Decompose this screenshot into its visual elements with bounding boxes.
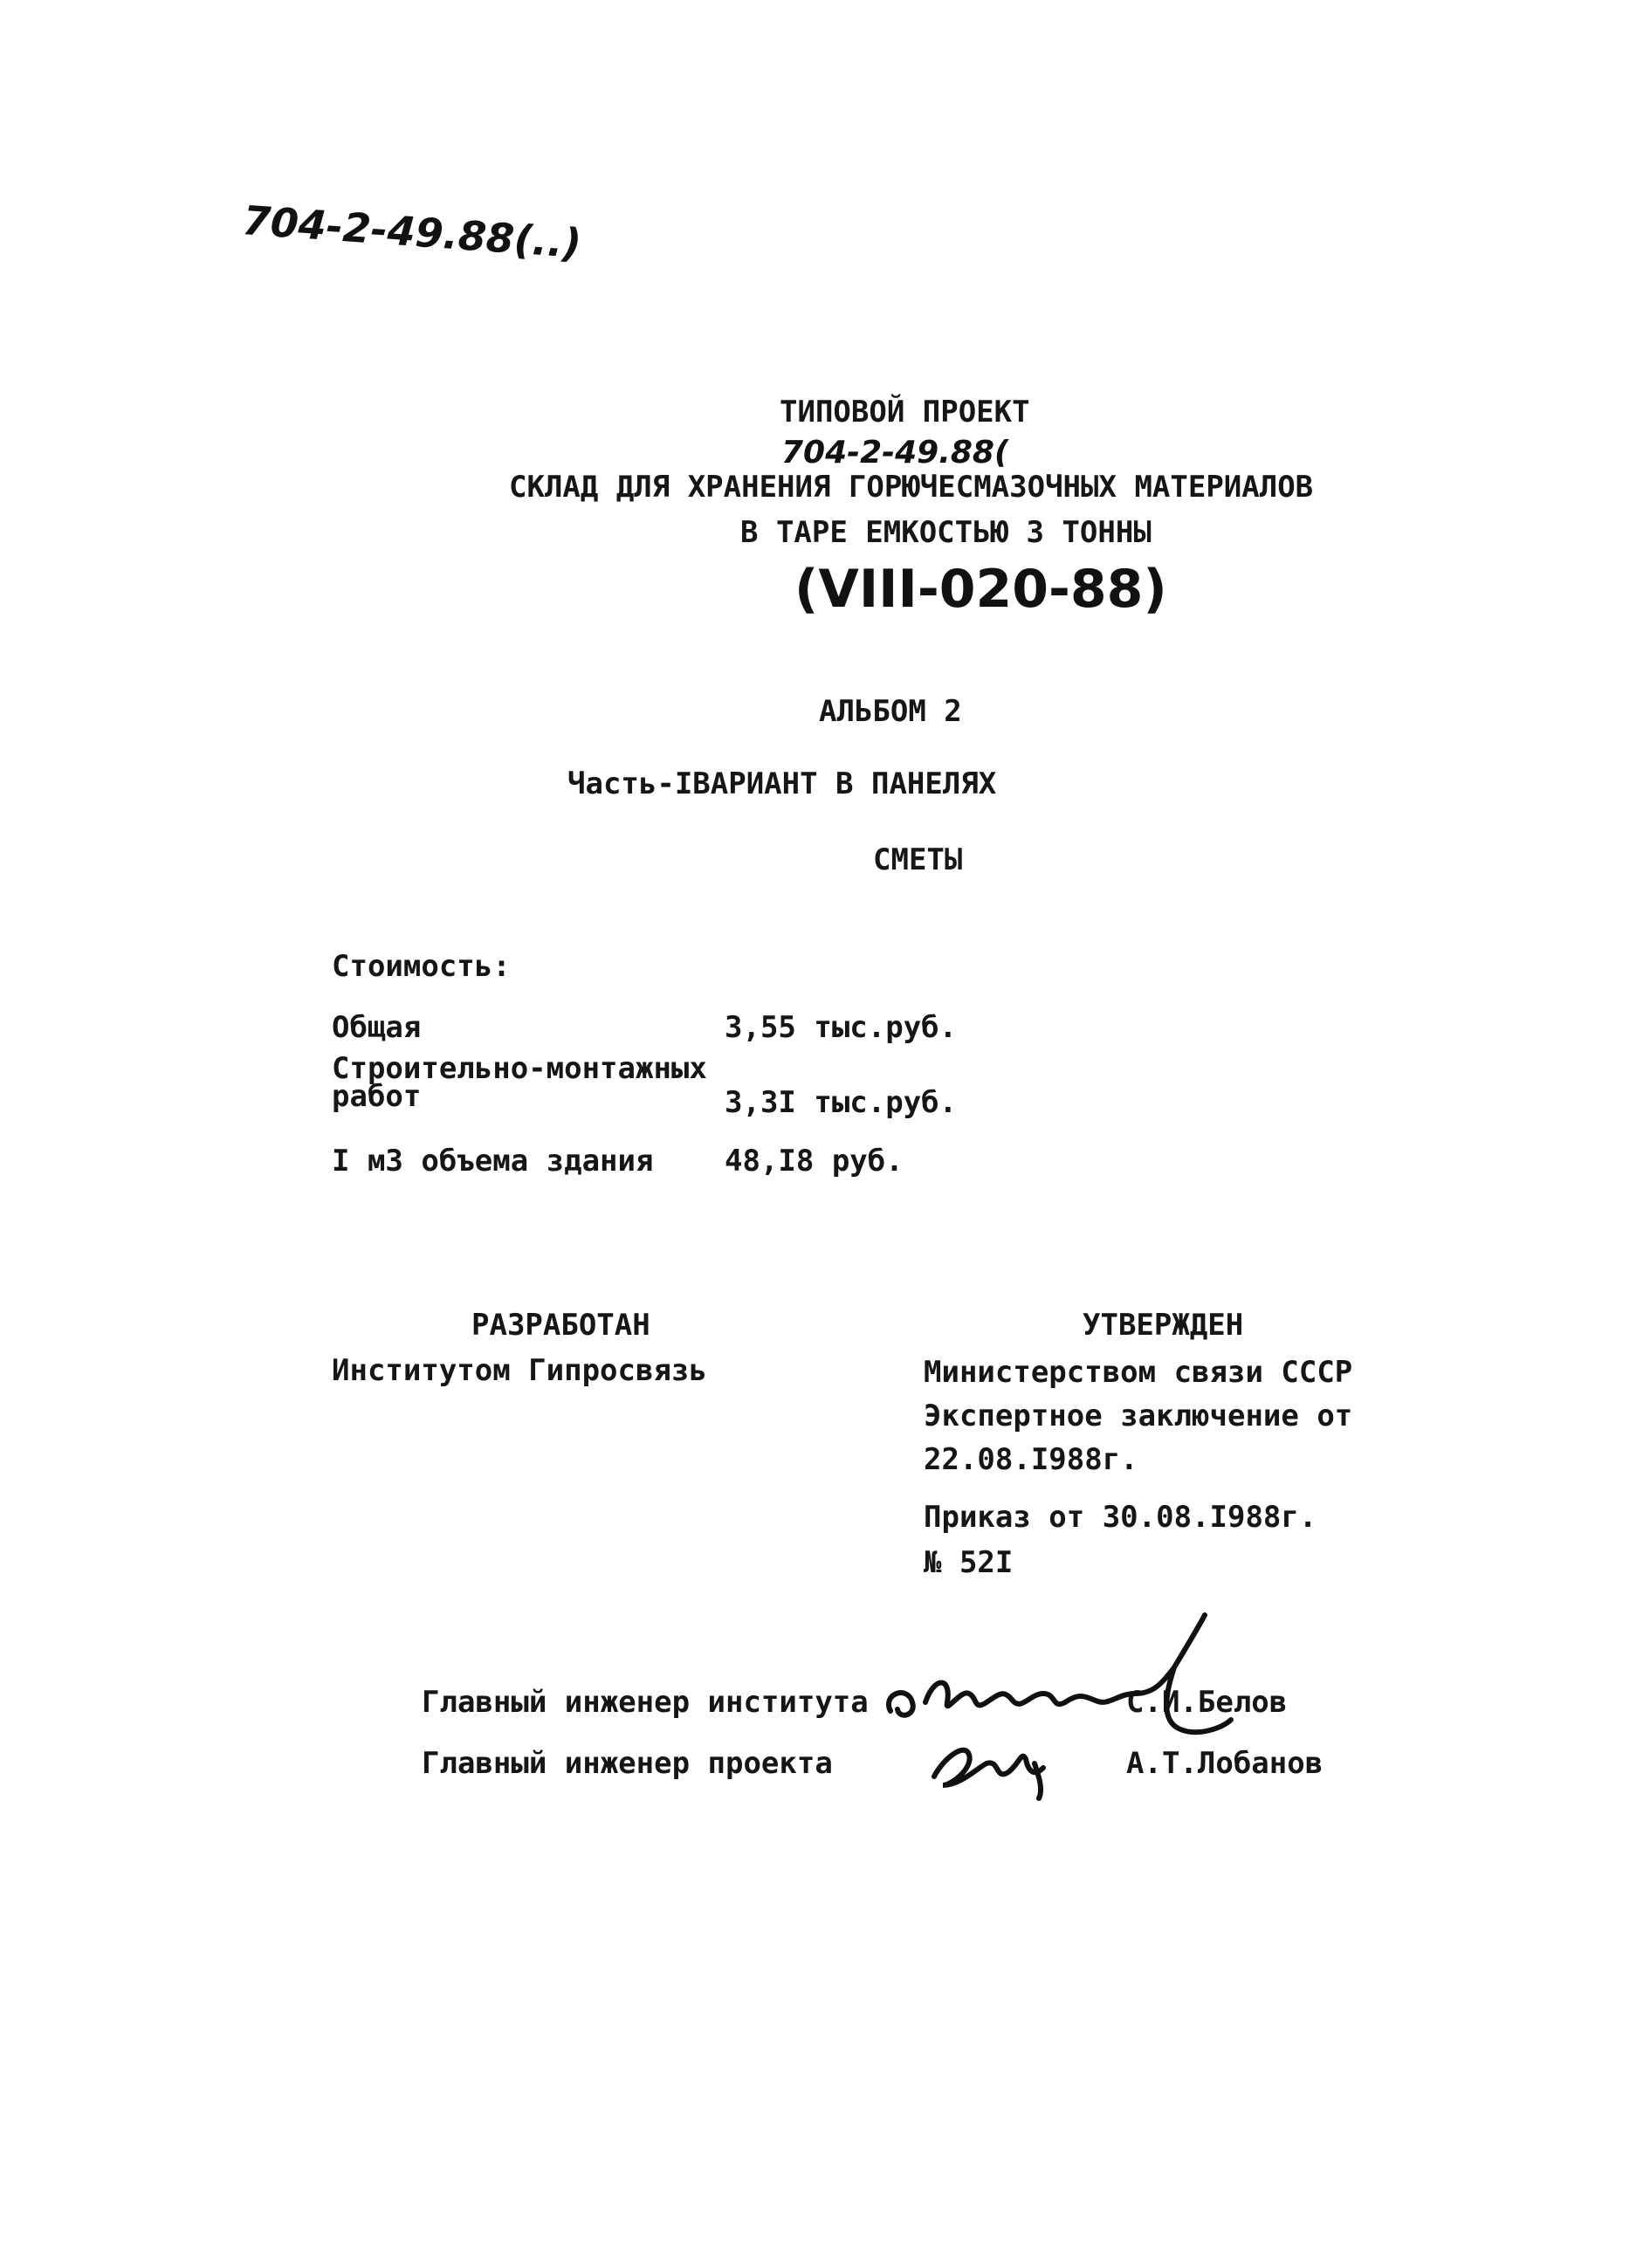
part-label: Часть-IВАРИАНТ В ПАНЕЛЯХ [567, 766, 997, 801]
album-label: АЛЬБОМ 2 [819, 694, 962, 729]
project-code-handwritten: 704-2-49.88( [781, 435, 1009, 471]
cost-heading: Стоимость: [332, 949, 511, 984]
approved-line-2: Экспертное заключение от [924, 1399, 1353, 1433]
project-title-line-2: В ТАРЕ ЕМКОСТЬЮ 3 ТОННЫ [740, 515, 1152, 550]
developed-by: Институтом Гипросвязь [332, 1353, 707, 1388]
doc-type-title: ТИПОВОЙ ПРОЕКТ [780, 395, 1030, 430]
handwritten-signature-project [917, 1724, 1074, 1803]
approved-line-1: Министерством связи СССР [924, 1355, 1353, 1390]
signature-name-project: А.Т.Лобанов [1126, 1746, 1323, 1781]
project-title-line-1: СКЛАД ДЛЯ ХРАНЕНИЯ ГОРЮЧЕСМАЗОЧНЫХ МАТЕРИАЛОВ [509, 470, 1314, 505]
cost-total-label: Общая [332, 1010, 422, 1045]
section-label: СМЕТЫ [873, 842, 963, 877]
corner-code-handwritten: 704-2-49.88(..) [241, 196, 583, 268]
order-line-1: Приказ от 30.08.I988г. [924, 1500, 1317, 1535]
cost-per-m3-label: I м3 объема здания [332, 1144, 654, 1179]
signature-role-project: Главный инженер проекта [422, 1746, 833, 1781]
cost-construction-label: Строительно-монтажных работ [332, 1051, 707, 1114]
handwritten-signature-institute [873, 1606, 1257, 1737]
project-number-handwritten: (VIII-020-88) [794, 559, 1167, 620]
developed-title: РАЗРАБОТАН [471, 1308, 650, 1343]
order-line-2: № 52I [924, 1545, 1014, 1580]
signature-name-institute: С.И.Белов [1126, 1685, 1288, 1720]
approved-title: УТВЕРЖДЕН [1083, 1308, 1244, 1343]
cost-per-m3-value: 48,I8 руб. [725, 1144, 904, 1179]
cost-total-value: 3,55 тыс.руб. [725, 1010, 958, 1045]
cost-construction-value: 3,3I тыс.руб. [725, 1085, 958, 1120]
approved-line-3: 22.08.I988г. [924, 1442, 1138, 1477]
signature-role-institute: Главный инженер института [422, 1685, 869, 1720]
